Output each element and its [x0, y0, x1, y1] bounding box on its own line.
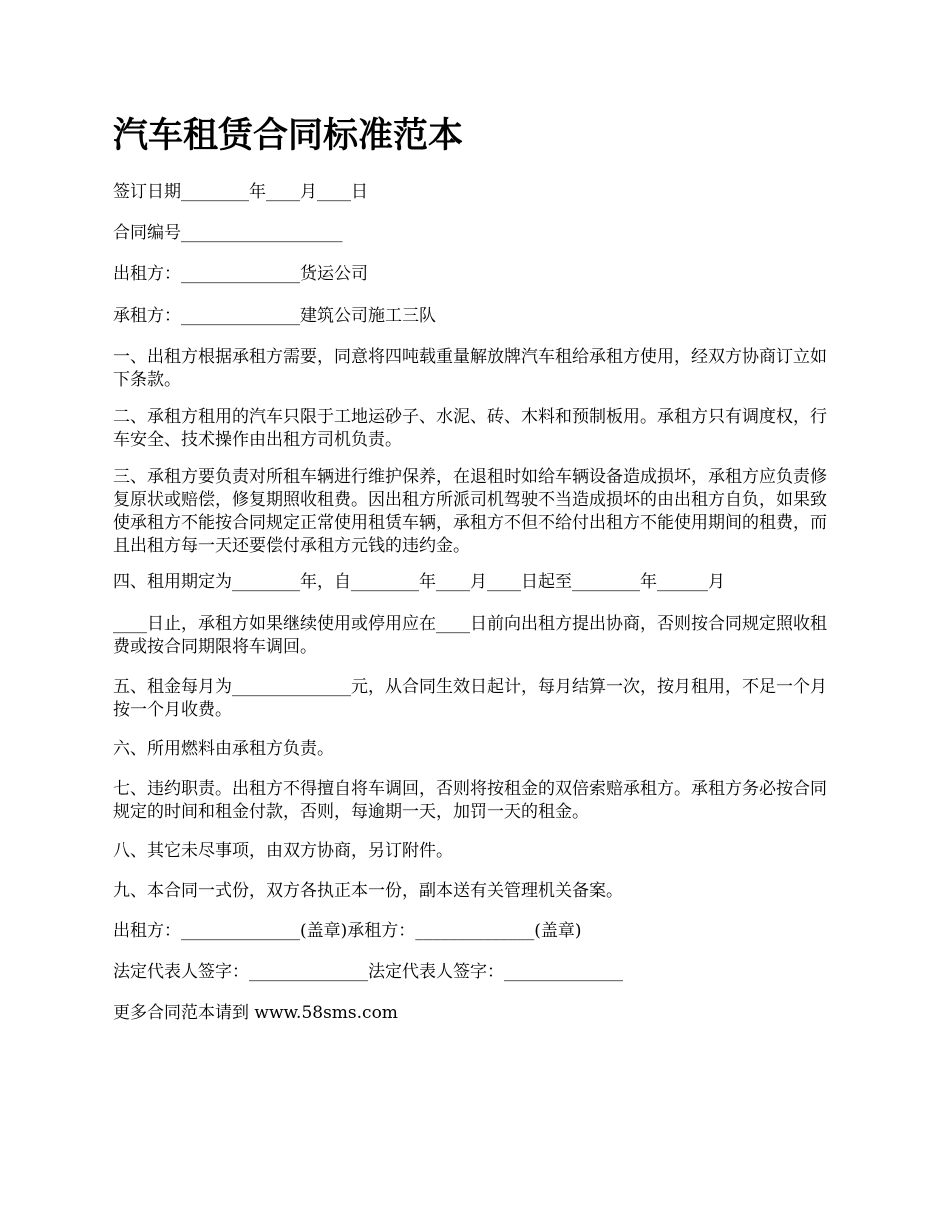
representative-signature-line: 法定代表人签字：______________法定代表人签字：______________ [113, 962, 623, 982]
signing-date-line: 签订日期________年____月____日 [113, 182, 368, 202]
document-title: 汽车租赁合同标准范本 [113, 116, 464, 156]
party-seal-line: 出租方：______________(盖章)承租方：______________(盖章) [113, 921, 582, 941]
more-templates-line: 更多合同范本请到 www.58sms.com [113, 1003, 398, 1023]
clause-5: 五、租金每月为______________元，从合同生效日起计，每月结算一次，按月租用，不足一个月按一个月收费。 [113, 677, 827, 720]
lessee-line: 承租方：______________建筑公司施工三队 [113, 306, 436, 326]
clause-8: 八、其它未尽事项，由双方协商，另订附件。 [113, 841, 453, 861]
lessor-line: 出租方：______________货运公司 [113, 264, 368, 284]
clause-3: 三、承租方要负责对所租车辆进行维护保养，在退租时如给车辆设备造成损坏，承租方应负责修复原状或赔偿，修复期照收租费。因出租方所派司机驾驶不当造成损坏的由出租方自负，如果致使承租方不能按合同规定正常使用租赁车辆，承租方不但不给付出租方不能使用期间的租费，而且出租方每一天还要偿付承租方元钱的违约金。 [113, 467, 827, 556]
clause-4-part-1: 四、租用期定为________年，自________年____月____日起至________年______月 [113, 572, 725, 592]
clause-1: 一、出租方根据承租方需要，同意将四吨载重量解放牌汽车租给承租方使用，经双方协商订立如下条款。 [113, 347, 827, 390]
clause-6: 六、所用燃料由承租方负责。 [113, 739, 334, 759]
clause-2: 二、承租方租用的汽车只限于工地运砂子、水泥、砖、木料和预制板用。承租方只有调度权，行车安全、技术操作由出租方司机负责。 [113, 407, 827, 450]
clause-7: 七、违约职责。出租方不得擅自将车调回，否则将按租金的双倍索赔承租方。承租方务必按合同规定的时间和租金付款，否则，每逾期一天，加罚一天的租金。 [113, 779, 827, 822]
clause-9: 九、本合同一式份，双方各执正本一份，副本送有关管理机关备案。 [113, 881, 623, 901]
clause-4-part-2: ____日止，承租方如果继续使用或停用应在____日前向出租方提出协商，否则按合同规定照收租费或按合同期限将车调回。 [113, 614, 827, 657]
contract-number-line: 合同编号___________________ [113, 223, 343, 243]
